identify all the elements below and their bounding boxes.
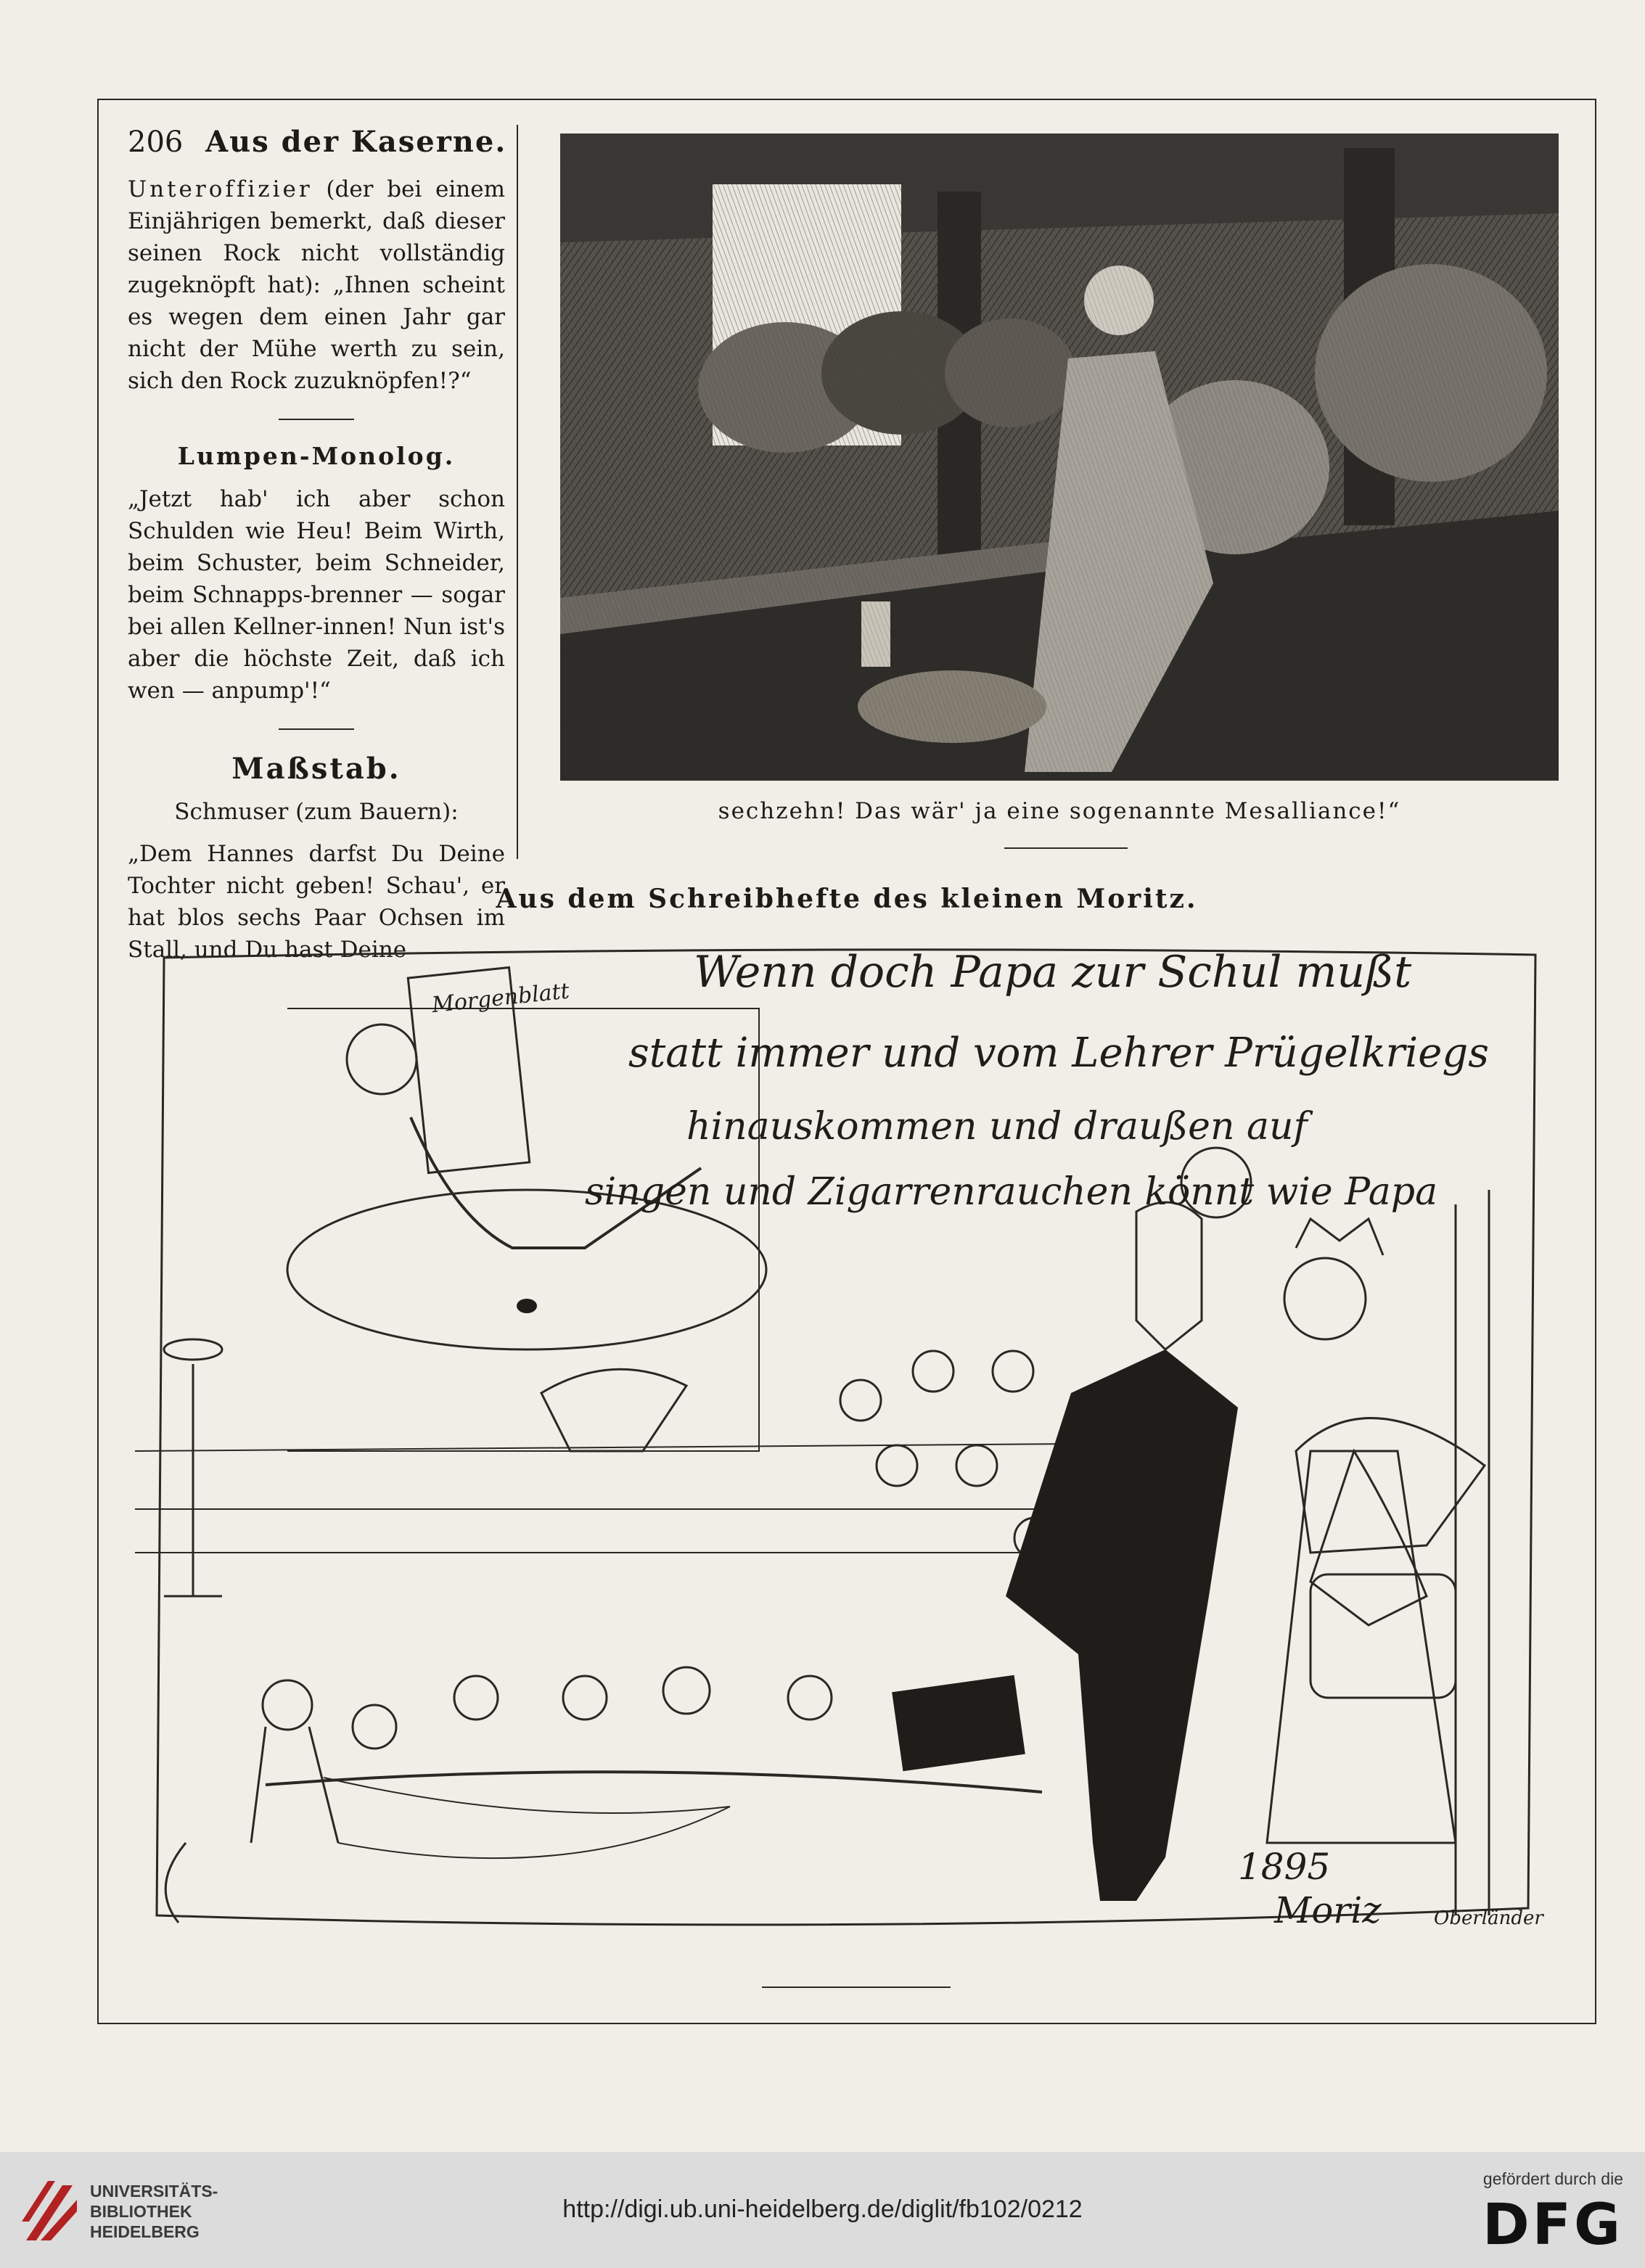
newspaper-label: Morgenblatt: [430, 978, 571, 1019]
handwriting-line-1: Wenn doch Papa zur Schul mußt: [694, 947, 1412, 998]
funded-by-text: gefördert durch die: [1482, 2169, 1623, 2188]
header-title: Aus der Kaserne.: [205, 125, 507, 159]
library-line-1: UNIVERSITÄTS-: [90, 2182, 218, 2201]
school-sketch-illustration: [135, 943, 1562, 1947]
bottom-divider: [762, 1986, 951, 1988]
handwriting-line-3: hinauskommen und draußen auf: [686, 1105, 1308, 1149]
source-url-link[interactable]: http://digi.ub.uni-heidelberg.de/diglit/fb102/0212: [562, 2195, 1083, 2223]
sketch-satchel: [1310, 1574, 1456, 1698]
section-divider: [279, 419, 354, 420]
massstab-speaker: Schmuser (zum Bauern):: [174, 799, 459, 825]
sketch-teacher-figure: [1006, 1349, 1238, 1901]
lumpen-text: „Jetzt hab' ich aber schon Schulden wie Heu! Beim Wirth, beim Schuster, beim Schneider, beim Schnapps-brenner — sogar bei allen Kellner-innen! Nun ist's aber die höchste Zeit, daß ich wen — anpump'!“: [128, 486, 505, 704]
page-number: 206: [128, 126, 184, 159]
handwriting-line-4: singen und Zigarrenrauchen könnt wie Papa: [585, 1170, 1438, 1214]
sketch-handwriting: [430, 947, 1544, 1931]
lumpen-title: Lumpen-Monolog.: [177, 442, 456, 470]
barn-engraving-image: [560, 133, 1559, 781]
moritz-title: Aus dem Schreibhefte des kleinen Moritz.: [496, 884, 1198, 914]
sketch-signature: Moriz: [1274, 1889, 1382, 1931]
school-sketch-drawing: [135, 943, 1562, 1947]
dfg-logo: DFG: [1482, 2193, 1623, 2258]
column-divider: [517, 125, 518, 859]
massstab-text: „Dem Hannes darfst Du Deine Tochter nicht geben! Schau', er hat blos sechs Paar Ochsen im Stall, und Du hast Deine: [128, 841, 505, 963]
page-header: [128, 125, 505, 159]
kaserne-paragraph: [128, 173, 505, 397]
library-line-2: BIBLIOTHEK: [90, 2202, 192, 2221]
sketch-book: [892, 1675, 1025, 1772]
barn-illustration: [560, 133, 1559, 781]
massstab-title: Maßstab.: [231, 752, 401, 786]
sketch-hat: [1100, 1647, 1173, 1756]
section-divider: [279, 728, 354, 730]
library-line-3: HEIDELBERG: [90, 2222, 200, 2241]
artist-signature: Oberländer: [1434, 1907, 1543, 1929]
left-text-column: [128, 125, 507, 963]
handwriting-line-2: statt immer und vom Lehrer Prügelkriegs: [628, 1030, 1489, 1077]
caption-divider: [1004, 847, 1128, 849]
kaserne-text: (der bei einem Einjährigen bemerkt, daß dieser seinen Rock nicht vollständig zugeknöpft hat): „Ihnen scheint es wegen dem einen Jahr gar nicht der Mühe werth zu sein, sich den Rock zuzuknöpfen!?“: [128, 176, 505, 394]
footer-bar: [0, 2152, 1645, 2268]
sketch-visitor-coat: [1267, 1451, 1456, 1843]
sketch-curl-left: [165, 1843, 186, 1923]
barn-caption: sechzehn! Das wär' ja eine sogenannte Mesalliance!“: [718, 798, 1401, 824]
sketch-date: 1895: [1238, 1846, 1331, 1888]
kaserne-speaker: Unteroffizier: [128, 176, 313, 202]
